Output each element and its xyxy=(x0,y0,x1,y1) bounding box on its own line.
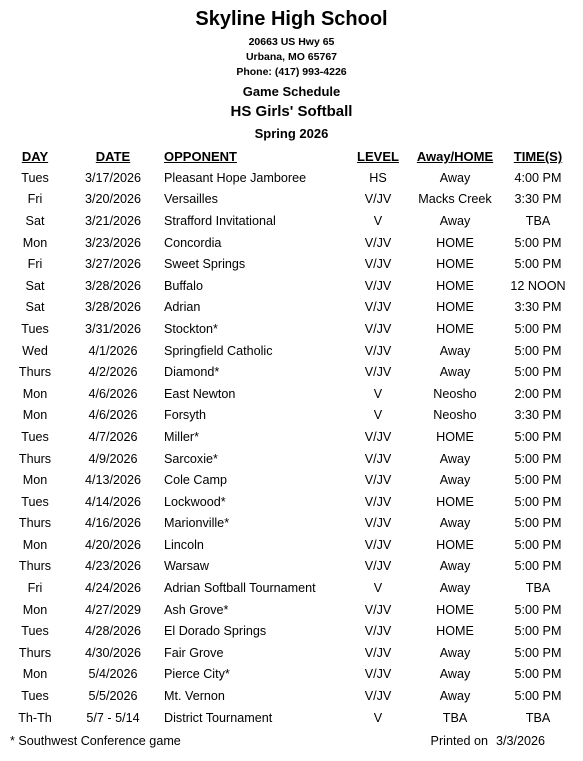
table-row xyxy=(6,685,576,707)
cell-time: 3:30 PM xyxy=(514,408,562,423)
cell-time: 5:00 PM xyxy=(514,559,562,574)
cell-level: V/JV xyxy=(364,689,392,704)
cell-away-home: Away xyxy=(439,516,471,531)
cell-away-home: Macks Creek xyxy=(418,192,492,207)
table-row xyxy=(6,405,576,427)
cell-date: 4/6/2026 xyxy=(88,386,138,401)
cell-time: 4:00 PM xyxy=(514,170,562,185)
cell-time: 5:00 PM xyxy=(514,473,562,488)
cell-time: 3:30 PM xyxy=(514,192,562,207)
cell-opponent: Buffalo xyxy=(164,278,203,293)
cell-away-home: Away xyxy=(439,451,471,466)
cell-date: 4/23/2026 xyxy=(84,559,142,574)
cell-time: 5:00 PM xyxy=(514,257,562,272)
cell-day: Tues xyxy=(21,429,49,444)
cell-day: Tues xyxy=(21,689,49,704)
schedule-rows xyxy=(6,167,576,728)
cell-time: 2:00 PM xyxy=(514,386,562,401)
cell-date: 4/2/2026 xyxy=(88,365,138,380)
cell-away-home: Away xyxy=(439,689,471,704)
table-row xyxy=(6,253,576,275)
cell-away-home: Away xyxy=(439,667,471,682)
cell-date: 3/31/2026 xyxy=(84,321,142,336)
cell-away-home: Neosho xyxy=(433,408,477,423)
city-address: Urbana, MO 65767 xyxy=(245,51,338,63)
table-row xyxy=(6,318,576,340)
table-row xyxy=(6,297,576,319)
table-header-row xyxy=(6,146,576,167)
cell-opponent: Sweet Springs xyxy=(164,257,246,272)
cell-date: 4/7/2026 xyxy=(88,429,138,444)
cell-time: 5:00 PM xyxy=(514,602,562,617)
cell-day: Fri xyxy=(27,192,43,207)
cell-time: 5:00 PM xyxy=(514,235,562,250)
cell-date: 4/24/2026 xyxy=(84,581,142,596)
cell-opponent: Mt. Vernon xyxy=(164,689,225,704)
cell-date: 5/4/2026 xyxy=(88,667,138,682)
cell-date: 3/23/2026 xyxy=(84,235,142,250)
cell-level: V/JV xyxy=(364,429,392,444)
cell-opponent: District Tournament xyxy=(164,710,273,725)
cell-time: 5:00 PM xyxy=(514,451,562,466)
cell-level: V/JV xyxy=(364,343,392,358)
cell-date: 4/9/2026 xyxy=(88,451,138,466)
table-row xyxy=(6,448,576,470)
cell-away-home: HOME xyxy=(436,278,474,293)
table-row xyxy=(6,534,576,556)
cell-opponent: Ash Grove* xyxy=(164,602,229,617)
cell-away-home: Away xyxy=(439,343,471,358)
cell-time: 5:00 PM xyxy=(514,516,562,531)
cell-day: Thurs xyxy=(18,645,52,660)
cell-day: Sat xyxy=(25,213,45,228)
cell-day: Wed xyxy=(22,343,48,358)
cell-day: Fri xyxy=(27,581,43,596)
cell-level: V xyxy=(373,581,383,596)
cell-away-home: HOME xyxy=(436,494,474,509)
column-header-away-home: Away/HOME xyxy=(416,149,494,164)
cell-level: V/JV xyxy=(364,537,392,552)
cell-time: 5:00 PM xyxy=(514,321,562,336)
cell-time: TBA xyxy=(525,581,551,596)
cell-time: 3:30 PM xyxy=(514,300,562,315)
cell-level: V/JV xyxy=(364,235,392,250)
table-row xyxy=(6,275,576,297)
cell-away-home: HOME xyxy=(436,624,474,639)
cell-time: 5:00 PM xyxy=(514,667,562,682)
cell-level: V/JV xyxy=(364,365,392,380)
cell-opponent: Fair Grove xyxy=(164,645,224,660)
table-row xyxy=(6,556,576,578)
cell-time: 5:00 PM xyxy=(514,365,562,380)
cell-day: Thurs xyxy=(18,365,52,380)
cell-day: Mon xyxy=(22,473,48,488)
cell-date: 3/28/2026 xyxy=(84,300,142,315)
cell-opponent: Strafford Invitational xyxy=(164,213,276,228)
cell-away-home: HOME xyxy=(436,257,474,272)
table-row xyxy=(6,491,576,513)
table-row xyxy=(6,620,576,642)
cell-opponent: Diamond* xyxy=(164,365,220,380)
cell-time: TBA xyxy=(525,710,551,725)
season-title: Spring 2026 xyxy=(254,126,329,141)
cell-away-home: TBA xyxy=(442,710,468,725)
street-address: 20663 US Hwy 65 xyxy=(248,36,335,48)
cell-away-home: Away xyxy=(439,473,471,488)
table-row xyxy=(6,577,576,599)
cell-opponent: East Newton xyxy=(164,386,236,401)
cell-date: 3/17/2026 xyxy=(84,170,142,185)
cell-opponent: El Dorado Springs xyxy=(164,624,267,639)
cell-level: V/JV xyxy=(364,645,392,660)
cell-level: V xyxy=(373,213,383,228)
cell-day: Mon xyxy=(22,235,48,250)
cell-date: 4/16/2026 xyxy=(84,516,142,531)
conference-footnote: * Southwest Conference game xyxy=(10,734,181,748)
cell-away-home: Away xyxy=(439,581,471,596)
cell-level: V/JV xyxy=(364,278,392,293)
table-row xyxy=(6,383,576,405)
cell-day: Thurs xyxy=(18,559,52,574)
column-header-time: TIME(S) xyxy=(513,149,563,164)
cell-away-home: HOME xyxy=(436,537,474,552)
sport-title: HS Girls' Softball xyxy=(230,103,353,120)
cell-day: Sat xyxy=(25,300,45,315)
cell-day: Mon xyxy=(22,408,48,423)
cell-opponent: Warsaw xyxy=(164,559,210,574)
cell-opponent: Springfield Catholic xyxy=(164,343,273,358)
column-header-day: DAY xyxy=(21,149,49,164)
cell-opponent: Stockton* xyxy=(164,321,218,336)
table-row xyxy=(6,642,576,664)
column-header-date: DATE xyxy=(95,149,131,164)
column-header-level: LEVEL xyxy=(357,149,399,164)
cell-opponent: Lockwood* xyxy=(164,494,226,509)
cell-day: Mon xyxy=(22,386,48,401)
cell-away-home: Away xyxy=(439,213,471,228)
cell-opponent: Concordia xyxy=(164,235,222,250)
table-row xyxy=(6,707,576,729)
cell-level: V/JV xyxy=(364,300,392,315)
cell-away-home: Away xyxy=(439,365,471,380)
cell-level: V/JV xyxy=(364,624,392,639)
cell-away-home: Away xyxy=(439,559,471,574)
cell-day: Thurs xyxy=(18,516,52,531)
column-header-opponent: OPPONENT xyxy=(164,149,237,164)
cell-date: 3/27/2026 xyxy=(84,257,142,272)
cell-time: 5:00 PM xyxy=(514,645,562,660)
cell-day: Mon xyxy=(22,602,48,617)
cell-day: Sat xyxy=(25,278,45,293)
cell-date: 4/28/2026 xyxy=(84,624,142,639)
cell-opponent: Forsyth xyxy=(164,408,206,423)
cell-opponent: Lincoln xyxy=(164,537,204,552)
printed-on xyxy=(431,734,545,748)
table-row xyxy=(6,426,576,448)
cell-opponent: Marionville* xyxy=(164,516,230,531)
cell-away-home: HOME xyxy=(436,235,474,250)
cell-time: 5:00 PM xyxy=(514,624,562,639)
cell-date: 3/20/2026 xyxy=(84,192,142,207)
cell-level: V/JV xyxy=(364,451,392,466)
table-row xyxy=(6,340,576,362)
cell-opponent: Adrian Softball Tournament xyxy=(164,581,316,596)
cell-time: 5:00 PM xyxy=(514,343,562,358)
cell-level: V/JV xyxy=(364,559,392,574)
cell-time: 5:00 PM xyxy=(514,537,562,552)
cell-day: Tues xyxy=(21,321,49,336)
cell-level: V/JV xyxy=(364,516,392,531)
table-row xyxy=(6,513,576,535)
printed-label: Printed on xyxy=(430,734,488,748)
cell-away-home: HOME xyxy=(436,321,474,336)
cell-level: V/JV xyxy=(364,494,392,509)
cell-date: 3/28/2026 xyxy=(84,278,142,293)
cell-day: Th-Th xyxy=(18,710,52,725)
cell-day: Tues xyxy=(21,170,49,185)
cell-opponent: Cole Camp xyxy=(164,473,227,488)
cell-day: Mon xyxy=(22,667,48,682)
cell-opponent: Miller* xyxy=(164,429,199,444)
cell-level: V xyxy=(373,386,383,401)
cell-date: 4/30/2026 xyxy=(84,645,142,660)
cell-day: Fri xyxy=(27,257,43,272)
cell-level: V/JV xyxy=(364,321,392,336)
cell-level: V/JV xyxy=(364,192,392,207)
table-row xyxy=(6,167,576,189)
schedule-table xyxy=(6,146,576,728)
cell-opponent: Pierce City* xyxy=(164,667,230,682)
cell-level: HS xyxy=(369,170,387,185)
cell-time: 12 NOON xyxy=(510,278,566,293)
cell-date: 4/27/2029 xyxy=(84,602,142,617)
table-row xyxy=(6,664,576,686)
school-name: Skyline High School xyxy=(195,8,388,30)
cell-away-home: HOME xyxy=(436,300,474,315)
cell-opponent: Sarcoxie* xyxy=(164,451,218,466)
cell-date: 4/1/2026 xyxy=(88,343,138,358)
cell-level: V/JV xyxy=(364,257,392,272)
cell-time: 5:00 PM xyxy=(514,689,562,704)
cell-away-home: HOME xyxy=(436,429,474,444)
table-row xyxy=(6,469,576,491)
cell-date: 4/20/2026 xyxy=(84,537,142,552)
cell-level: V xyxy=(373,408,383,423)
table-row xyxy=(6,189,576,211)
cell-level: V/JV xyxy=(364,667,392,682)
cell-level: V/JV xyxy=(364,602,392,617)
cell-time: 5:00 PM xyxy=(514,494,562,509)
phone-number: Phone: (417) 993-4226 xyxy=(236,66,347,78)
document-title: Game Schedule xyxy=(242,84,341,99)
cell-date: 4/14/2026 xyxy=(84,494,142,509)
cell-day: Thurs xyxy=(18,451,52,466)
cell-day: Mon xyxy=(22,537,48,552)
cell-time: 5:00 PM xyxy=(514,429,562,444)
table-row xyxy=(6,599,576,621)
cell-time: TBA xyxy=(525,213,551,228)
cell-date: 5/5/2026 xyxy=(88,689,138,704)
cell-away-home: Neosho xyxy=(433,386,477,401)
cell-opponent: Pleasant Hope Jamboree xyxy=(164,170,307,185)
cell-away-home: Away xyxy=(439,170,471,185)
table-row xyxy=(6,232,576,254)
cell-opponent: Versailles xyxy=(164,192,218,207)
cell-date: 4/13/2026 xyxy=(84,473,142,488)
cell-away-home: HOME xyxy=(436,602,474,617)
cell-day: Tues xyxy=(21,624,49,639)
cell-level: V xyxy=(373,710,383,725)
cell-date: 5/7 - 5/14 xyxy=(86,710,140,725)
cell-date: 3/21/2026 xyxy=(84,213,142,228)
cell-day: Tues xyxy=(21,494,49,509)
cell-level: V/JV xyxy=(364,473,392,488)
cell-away-home: Away xyxy=(439,645,471,660)
table-row xyxy=(6,210,576,232)
cell-opponent: Adrian xyxy=(164,300,201,315)
table-row xyxy=(6,361,576,383)
printed-date: 3/3/2026 xyxy=(495,734,545,748)
cell-date: 4/6/2026 xyxy=(88,408,138,423)
